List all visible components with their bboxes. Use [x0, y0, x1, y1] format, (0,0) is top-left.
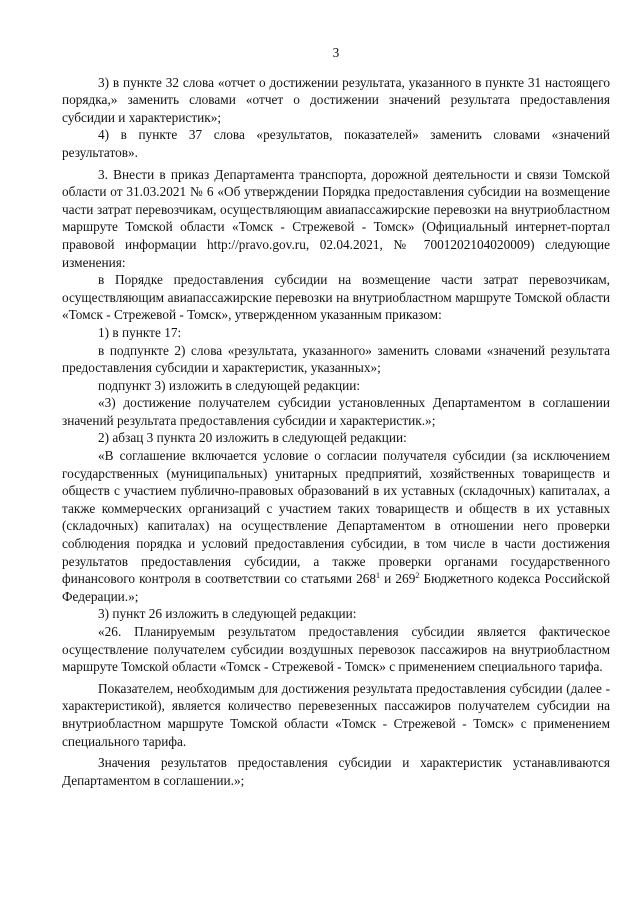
footnote-superscript: 1: [376, 571, 381, 581]
paragraph: 4) в пункте 37 слова «результатов, показателей» заменить словами «значений результатов».: [62, 127, 610, 160]
paragraph: 3) пункт 26 изложить в следующей редакции:: [98, 606, 357, 622]
footnote-superscript: 2: [415, 571, 420, 581]
paragraph-text: Бюджетного кодекса Российской Федерации.»;: [62, 571, 610, 604]
paragraph: в Порядке предоставления субсидии на возмещение части затрат перевозчикам, осуществляющим авиапассажирские перевозки на внутриобластном маршруте Томской области «Томск - Стрежевой - Томск», утвержденном указанным приказом:: [62, 272, 610, 323]
paragraph: «26. Планируемым результатом предоставления субсидии является фактическое осуществление получателем субсидии воздушных перевозок пассажиров на внутриобластном маршруте Томской области «Томск - Стрежевой - Томск» с применением специального тарифа.: [62, 624, 610, 675]
paragraph: Значения результатов предоставления субсидии и характеристик устанавливаются Департаментом в соглашении.»;: [62, 755, 610, 788]
paragraph: 2) абзац 3 пункта 20 изложить в следующей редакции:: [98, 430, 407, 446]
paragraph-text: «В соглашение включается условие о согласии получателя субсидии (за исключением государственных (муниципальных) унитарных предприятий, хозяйственных товариществ и обществ с участием публично-правовых образований в их уставных (складочных) капиталах, а также коммерческих организаций с участием таких товариществ и обществ в их уставных (складочных) капиталах) на осуществление Департаментом в отношении него проверки соблюдения порядка и условий предоставления субсидии, в том числе в части достижения результатов предоставления субсидии, а также проверки органами государственного финансового контроля в соответствии со статьями 268: [62, 448, 610, 587]
document-page: [62, 44, 610, 789]
paragraph-text: и 269: [384, 571, 416, 587]
paragraph: 3) в пункте 32 слова «отчет о достижении результата, указанного в пункте 31 настоящего порядка,» заменить словами «отчет о достижении значений результата предоставления субсидии и характеристик»;: [62, 74, 610, 125]
paragraph: [62, 447, 610, 605]
paragraph: Показателем, необходимым для достижения результата предоставления субсидии (далее - характеристикой), является количество перевезенных пассажиров получателем субсидии на внутриобластном маршруте Томской области «Томск - Стрежевой - Томск» с применением специального тарифа.: [62, 680, 610, 749]
paragraph: в подпункте 2) слова «результата, указанного» заменить словами «значений результата предоставления субсидии и характеристик, указанных»;: [62, 342, 610, 376]
paragraph: 1) в пункте 17:: [98, 324, 182, 340]
paragraph: «3) достижение получателем субсидии установленных Департаментом в соглашении значений результата предоставления субсидии и характеристик.»;: [62, 395, 610, 428]
paragraph: подпункт 3) изложить в следующей редакции:: [98, 377, 361, 393]
page-number: 3: [332, 45, 340, 60]
paragraph: 3. Внести в приказ Департамента транспорта, дорожной деятельности и связи Томской области от 31.03.2021 № 6 «Об утверждении Порядка предоставления субсидии на возмещение части затрат перевозчикам, осуществляющим авиапассажирские перевозки на внутриобластном маршруте Томской области «Томск - Стрежевой - Томск» (Официальный интернет-портал правовой информации http://pravo.gov.ru, 02.04.2021, № 7001202104020009) следующие изменения:: [62, 166, 610, 270]
